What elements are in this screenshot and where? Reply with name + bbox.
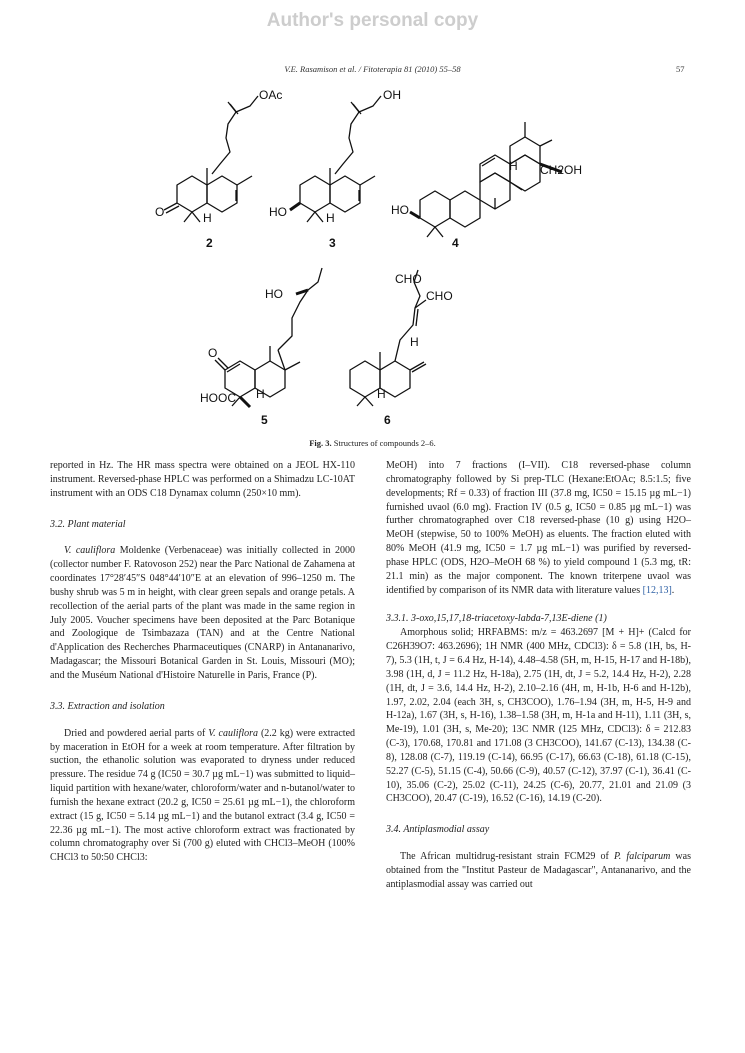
c3-label-h: H — [326, 211, 335, 225]
species-name: P. falciparum — [613, 851, 671, 863]
c5-label-ho: HO — [265, 287, 283, 301]
c5-label-h: H — [256, 387, 265, 401]
compound-3-structure — [290, 96, 381, 222]
fractionation-text: MeOH) into 7 fractions (I–VII). C18 reversed-phase column chromatography followed by Si prep-TLC (Hexane:EtOAc; 8.5:1.5; five developments; Rf = 0.33) of fraction III (37.8 mg, IC50 = 15.15 µg mL−1) furnished uvaol (6.0 mg). Fraction IV (0.5 g, IC50 = 0.85 µg mL−1) was further chromatographed over C18 reversed-phase (10 g) using H2O–MeOH (stepwise, 50 to 100% MeOH) as eluents. The fraction eluted with 80% MeOH (41.9 mg, IC50 = 1.7 µg mL−1) was purified by reversed-phase HPLC (ODS, H2O–MeOH 68 %) to yield compound 1 (5.3 mg, tR: 21.1 min) as the major component. The known triterpene uvaol was identified by comparison of its NMR data with literature values — [386, 460, 691, 596]
heading-plant-material: 3.2. Plant material — [50, 518, 126, 530]
left-column — [50, 459, 355, 865]
paragraph-hplc: reported in Hz. The HR mass spectra were obtained on a JEOL HX-110 instrument. Reversed-phase HPLC was performed on a Shimadzu LC-10AT instrument with an ODS C18 Dynamax column (250×10 mm). — [50, 460, 355, 499]
species-name: V. cauliflora — [208, 727, 258, 739]
c3-label-ho: HO — [269, 205, 287, 219]
paragraph-fractionation — [386, 459, 691, 597]
figure-caption-text: Structures of compounds 2–6. — [333, 438, 436, 448]
fractionation-end: . — [671, 584, 675, 596]
c6-label-h-lower: H — [377, 387, 386, 401]
extraction-text-a: Dried and powdered aerial parts of — [64, 727, 209, 739]
antiplasmodial-text-a: The African multidrug-resistant strain FCM29 of — [400, 851, 614, 863]
c4-label-h: H — [509, 159, 518, 173]
running-title: V.E. Rasamison et al. / Fitoterapia 81 (2010) 55–58 — [284, 64, 461, 74]
paragraph-extraction — [50, 727, 355, 865]
c2-label-h: H — [203, 211, 212, 225]
right-column — [386, 459, 691, 892]
extraction-text-b: (2.2 kg) were extracted by maceration in EtOH for a week at room temperature. After filtration by suction, the ethanolic solution was evaporated to dryness under reduced pressure. The residue 74 g (IC50 = 30.7 µg mL−1) was submitted to liquid–liquid partition with hexane/water, chloroform/water and n-butanol/water to furnish the hexane extract (20.2 g, IC50 = 25.61 µg mL−1), the chloroform extract (15 g, IC50 = 5.14 µg mL−1) and the butanol extract (3.4 g, IC50 = 22.36 µg mL−1). The most active chloroform extract was fractionated by column chromatography over Si (700 g) eluted with CHCl3–MeOH (100% CHCl3 to 50:50 CHCl3: — [50, 727, 356, 864]
figure-3 — [0, 80, 745, 435]
heading-extraction: 3.3. Extraction and isolation — [50, 700, 165, 712]
paragraph-compound-1-data: Amorphous solid; HRFABMS: m/z = 463.2697 [M + H]+ (Calcd for C26H39O7: 463.2696); 1H NMR (400 MHz, CDCl3): δ = 5.8 (1H, bs, H-7), 5.3 (1H, t, J = 6.4 Hz, H-14), 4.48–4.58 (5H, m, H-15, H-17 and H-18b), 3.98 (1H, d, J = 11.2 Hz, H-18a), 2.75 (1H, dt, J = 5.2, 14.4 Hz, H-2), 2.28 (1H, dt, J = 3.6, 14.4 Hz, H-2), 2.10–2.16 (4H, m, H-1b, H-6 and H-12b), 1.97, 2.02, 2.04 (each 3H, s, CH3COO), 1.76–1.94 (3H, m, H-5, H-9 and H-12a), 1.67 (3H, s, H-16), 1.38–1.58 (3H, m, H-1a and H-11), 1.11 (3H, s, Me-19), 1.01 (3H, s, Me-20); 13C NMR (125 MHz, CDCl3): δ = 212.83 (C-3), 170.68, 170.81 and 171.08 (3 CH3COO), 141.67 (C-13), 134.38 (C-8), 128.08 (C-7), 119.19 (C-14), 66.95 (C-17), 66.63 (C-18), 61.18 (C-15), 52.27 (C-5), 51.15 (C-4), 50.66 (C-9), 40.57 (C-12), 37.97 (C-1), 36.41 (C-10), 35.06 (C-2), 25.02 (C-11), 24.25 (C-6), 20.77, 21.01 and 21.09 (3 CH3COO), 20.47 (C-19), 16.52 (C-16), 14.19 (C-20). — [386, 627, 691, 805]
c4-number: 4 — [452, 236, 459, 250]
c5-number: 5 — [261, 413, 268, 427]
c3-label-oh: OH — [383, 88, 401, 102]
c6-label-cho-top: CHO — [395, 272, 422, 286]
plant-material-text: Moldenke (Verbenaceae) was initially collected in 2000 (collector number F. Ratovoson 252) near the Parc National de Zahamena at coordinates 17°28′45″S 048°44′10″E at an elevation of 996–1250 m. The bushy shrub was 5 m in height, with clear green sepals and orange petals. A recollection of the aerial parts of the plant was made in the same region in July 2005. Voucher specimens have been deposited at the Parc Botanique and Zoologique de Tsimbazaza (TAN) and at the Centre National d'Application des Recherches Pharmaceutiques (CNARP) in Antananarivo, Madagascar; the Missouri Botanical Garden in St. Louis, Missouri (MO); and the Muséum National d'Histoire Naturelle in Paris, France (P). — [50, 545, 355, 681]
figure-caption — [0, 438, 745, 448]
c6-label-h-upper: H — [410, 335, 419, 349]
figure-caption-prefix: Fig. 3. — [309, 438, 332, 448]
watermark: Author's personal copy — [266, 10, 479, 31]
c4-label-ho: HO — [391, 203, 409, 217]
c2-number: 2 — [206, 236, 213, 250]
species-name: V. cauliflora — [64, 545, 116, 557]
paragraph-plant-material — [50, 544, 355, 682]
compound-4-structure — [410, 122, 562, 237]
heading-antiplasmodial: 3.4. Antiplasmodial assay — [386, 824, 490, 836]
c6-number: 6 — [384, 413, 391, 427]
c3-number: 3 — [329, 236, 336, 250]
c4-label-ch2oh: CH2OH — [540, 163, 583, 177]
heading-compound-1: 3.3.1. 3-oxo,15,17,18-triacetoxy-labda-7,13E-diene (1) — [386, 613, 607, 625]
c6-label-cho-side: CHO — [426, 289, 453, 303]
c5-label-ketone: O — [208, 346, 218, 360]
c5-label-hooc: HOOC — [200, 391, 236, 405]
c2-label-ketone: O — [155, 205, 165, 219]
antiplasmodial-text-b: was obtained from the "Institut Pasteur de Madagascar", Antananarivo, and the antiplasmodial assay was carried out — [386, 851, 691, 890]
c2-label-oac: OAc — [259, 88, 283, 102]
compound-2-structure — [164, 96, 258, 222]
reference-link[interactable]: [12,13] — [642, 584, 672, 596]
paragraph-antiplasmodial — [386, 850, 691, 892]
page-number: 57 — [676, 64, 685, 74]
